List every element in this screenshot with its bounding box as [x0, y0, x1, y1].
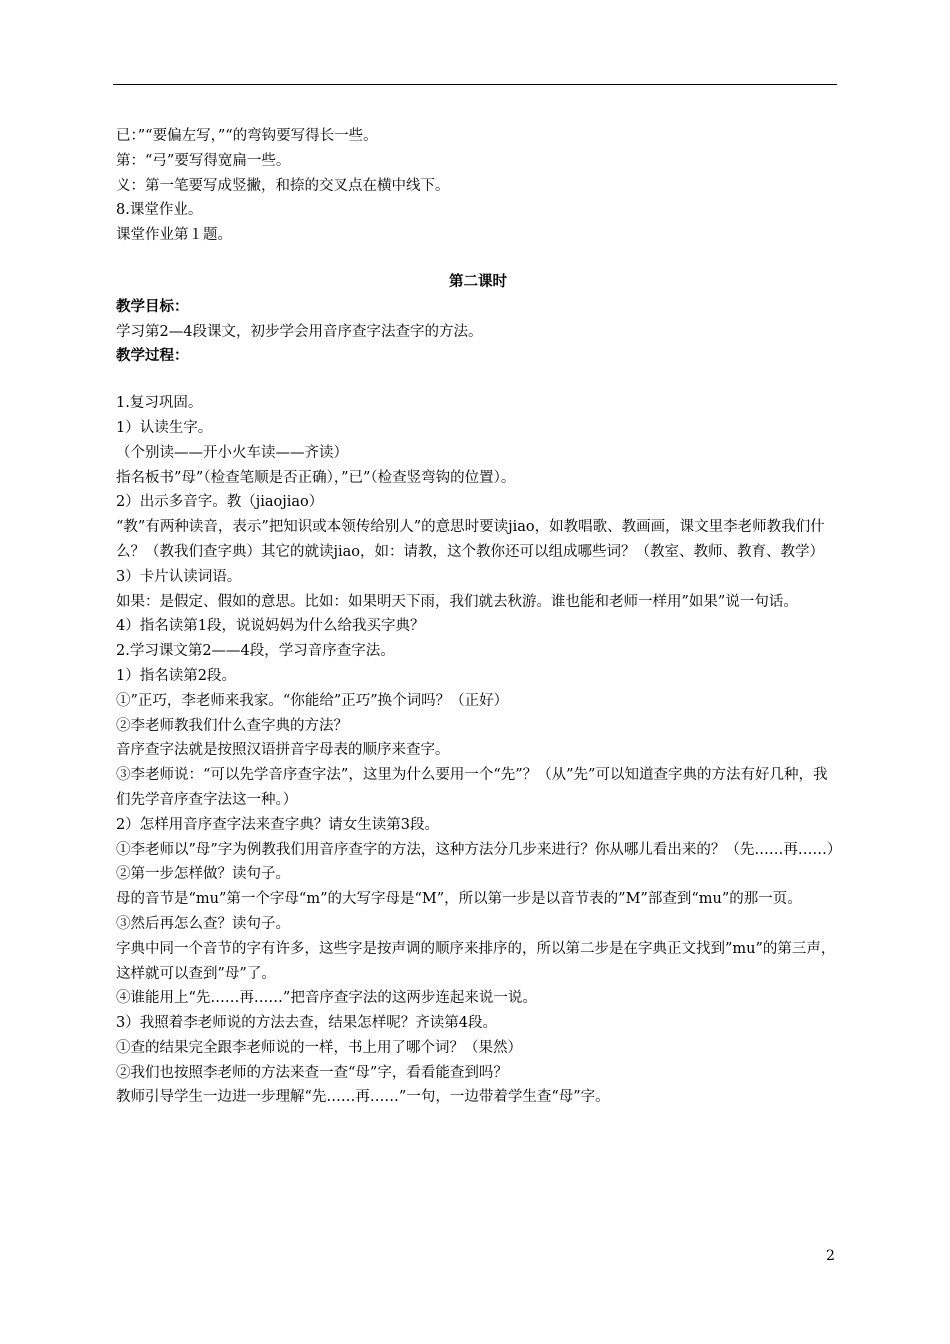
text-line: 2.学习课文第2——4段，学习音序查字法。	[116, 643, 395, 660]
text-line: 1）认读生字。	[116, 419, 213, 436]
text-line: 2）怎样用音序查字法来查字典？请女生读第3段。	[116, 816, 439, 833]
text-line: 母的音节是“mu”第一个字母“m”的大写字母是“M”，所以第一步是以音节表的”M”部查到“mu”的那一页。	[116, 891, 802, 908]
text-line: 字典中同一个音节的字有许多，这些字是按声调的顺序来排序的，所以第二步是在字典正文找到”mu”的第三声，这样就可以查到”母”了。	[116, 940, 836, 982]
text-line: 指名板书”母”（检查笔顺是否正确），”已”（检查竖弯钩的位置）。	[116, 469, 516, 486]
text-line: （个别读——开小火车读——齐读）	[116, 444, 348, 461]
text-line: ②我们也按照李老师的方法来查一查“母”字，看看能查到吗？	[116, 1064, 508, 1081]
text-line: 教师引导学生一边进一步理解“先……再……”一句，一边带着学生查“母”字。	[116, 1089, 610, 1106]
text-line: 3）卡片认读词语。	[116, 568, 242, 585]
page-number: 2	[826, 1248, 835, 1264]
header-rule	[113, 84, 837, 85]
text-line: 4）指名读第1段，说说妈妈为什么给我买字典？	[116, 618, 425, 635]
top-lines	[116, 124, 840, 248]
goal-heading: 教学目标：	[116, 297, 189, 315]
process-heading: 教学过程：	[116, 347, 189, 365]
text-line: “教”有两种读音，表示”把知识或本领传给别人”的意思时要读jiao，如教唱歌、教画画，课文里李老师教我们什么？（教我们查字典）其它的就读jiao，如：请教，这个教你还可以组成哪些词？（教室、教师、教育、教学）	[116, 519, 825, 560]
text-line: 已：”“要偏左写，”“的弯钩要写得长一些。	[116, 128, 378, 144]
text-line: ①查的结果完全跟李老师说的一样，书上用了哪个词？（果然）	[116, 1039, 522, 1056]
text-line: 1.复习巩固。	[116, 395, 203, 412]
spacer	[116, 369, 840, 391]
text-line: ②李老师教我们什么查字典的方法？	[116, 717, 348, 734]
document-body	[116, 124, 840, 1110]
goal-text: 学习第2—4段课文，初步学会用音序查字法查字的方法。	[116, 323, 483, 340]
text-line: 如果：是假定、假如的意思。比如：如果明天下雨，我们就去秋游。谁也能和老师一样用”如果”说一句话。	[116, 593, 798, 610]
text-line: 第：“弓”要写得宽扁一些。	[116, 152, 291, 169]
text-line: ①”正巧，李老师来我家。“你能给”正巧”换个词吗？（正好）	[116, 692, 509, 709]
text-line: 8.课堂作业。	[116, 202, 203, 219]
text-line: 课堂作业第１题。	[116, 227, 232, 244]
text-line: ③李老师说：“可以先学音序查字法”，这里为什么要用一个“先”？（从”先”可以知道查字典的方法有好几种，我们先学音序查字法这一种。）	[116, 767, 828, 808]
section-title: 第二课时	[449, 272, 507, 290]
text-line: 音序查字法就是按照汉语拼音字母表的顺序来查字。	[116, 742, 450, 759]
text-line: 1）指名读第2段。	[116, 667, 236, 684]
text-line: 义：第一笔要写成竖撇，和捺的交叉点在横中线下。	[116, 177, 450, 194]
process-lines	[116, 391, 840, 1110]
text-line: ②第一步怎样做？读句子。	[116, 866, 290, 883]
text-line: 2）出示多音字。教（jiaojiao）	[116, 494, 324, 511]
text-line: ④谁能用上“先……再……”把音序查字法的这两步连起来说一说。	[116, 990, 537, 1007]
text-line: ①李老师以”母”字为例教我们用音序查字的方法，这种方法分几步来进行？你从哪儿看出来的？（先……再……）	[116, 841, 842, 858]
text-line: 3）我照着李老师说的方法去查，结果怎样呢？齐读第4段。	[116, 1015, 497, 1032]
text-line: ③然后再怎么查？读句子。	[116, 915, 290, 932]
